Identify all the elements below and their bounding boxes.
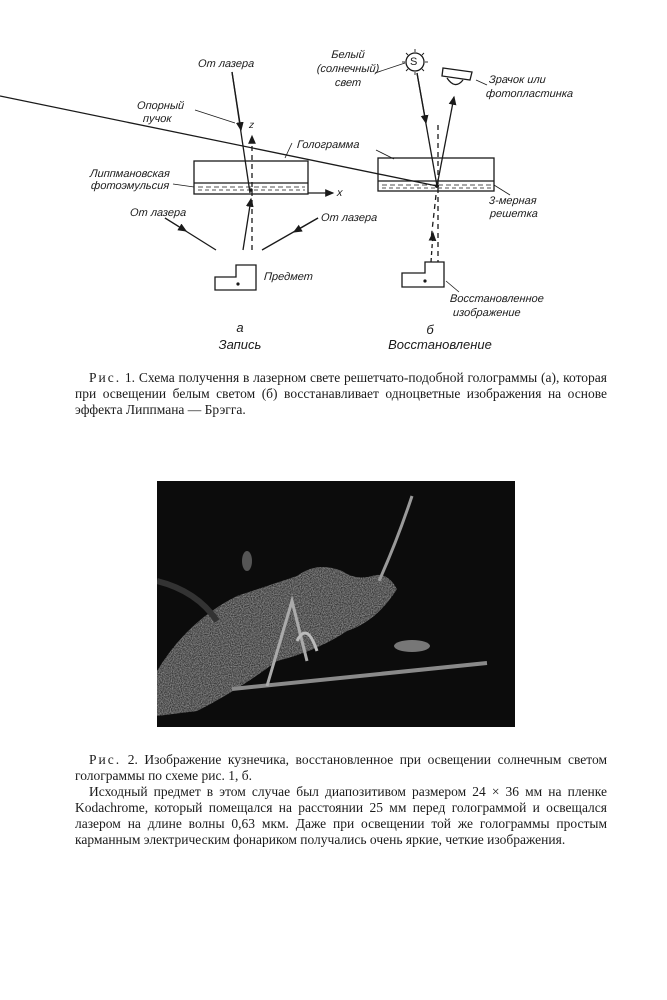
label-eye-2: фотопластинка	[485, 88, 574, 100]
label-from-laser-right: От лазера	[320, 212, 378, 224]
label-reference-beam-1: Опорный	[136, 100, 185, 112]
label-reference-beam-2: пучок	[142, 113, 172, 125]
label-white-light-3: свет	[334, 77, 362, 89]
label-grating-2: решетка	[489, 208, 539, 220]
label-emulsion-2: фотоэмульсия	[90, 180, 170, 192]
label-axis-x: x	[336, 187, 343, 199]
label-white-light-1: Белый	[330, 49, 366, 61]
label-hologram-a: Голограмма	[296, 139, 360, 151]
figure-1	[0, 0, 667, 360]
figure-2-photo	[157, 481, 515, 727]
label-restored-image-1: Восстановленное	[449, 293, 545, 305]
panel-a-title: Запись	[218, 337, 262, 352]
panel-b-letter: б	[426, 322, 434, 337]
caption-1-number: 1.	[124, 370, 136, 385]
label-axis-z: z	[248, 120, 255, 131]
label-eye-1: Зрачок или	[488, 74, 547, 86]
label-white-light-2: (солнечный)	[316, 63, 380, 75]
caption-2-prefix: Рис.	[89, 752, 122, 767]
caption-1-prefix: Рис.	[89, 370, 122, 385]
label-object: Предмет	[263, 271, 314, 283]
figure-2-caption	[75, 752, 607, 848]
caption-2-text: Изображение кузнечика, восстановленное при освещении солнечным светом голограммы по схеме рис. 1, б.	[75, 752, 607, 783]
figure-1-caption	[75, 370, 607, 418]
caption-2-number: 2.	[127, 752, 138, 767]
label-restored-image-2: изображение	[452, 307, 522, 319]
label-emulsion-1: Липпмановская	[89, 168, 171, 180]
label-from-laser-left: От лазера	[129, 207, 187, 219]
label-from-laser-top: От лазера	[197, 58, 255, 70]
panel-a-letter: а	[236, 320, 244, 335]
label-grating-1: 3-мерная	[488, 195, 538, 207]
caption-1-text: Схема получення в лазерном свете решетчато-подобной голограммы (а), которая при освещении белым светом (б) восстанавливает одноцветные изображения на основе эффекта Липпмана — Брэгга.	[75, 370, 607, 417]
body-paragraph: Исходный предмет в этом случае был диапозитивом размером 24 × 36 мм на пленке Kodachrome, который помещался на расстоянии 25 мм перед голограммой и освещался лазером на длине волны 0,63 мкм. Даже при освещении той же голограммы простым карманным электрическим фонариком получались очень яркие, четкие изображения.	[75, 784, 607, 847]
sun-icon: S	[410, 56, 418, 68]
panel-b-title: Восстановление	[388, 337, 492, 352]
